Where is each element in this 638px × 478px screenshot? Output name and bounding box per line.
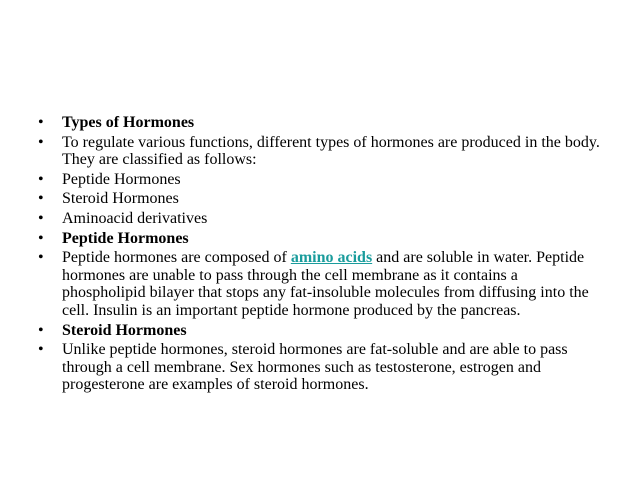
bullet-item-peptide-description <box>38 249 604 319</box>
bullet-item-steroid-description <box>38 341 604 394</box>
steroid-description: Unlike peptide hormones, steroid hormones are fat-soluble and are able to pass through a cell membrane. Sex hormones such as testosterone, estrogen and progesterone are examples of steroid hormones. <box>62 341 568 394</box>
heading-steroid-hormones: Steroid Hormones <box>62 321 187 339</box>
peptide-description <box>62 249 589 319</box>
bullet-item-steroid-heading <box>38 322 604 340</box>
heading-peptide-hormones: Peptide Hormones <box>62 229 189 247</box>
peptide-description-start: Peptide hormones are composed of <box>62 249 291 267</box>
heading-types-of-hormones: Types of Hormones <box>62 114 195 131</box>
bullet-icon: • <box>38 321 44 339</box>
bullet-list <box>38 114 604 396</box>
bullet-icon: • <box>38 114 44 131</box>
bullet-icon: • <box>38 209 44 227</box>
bullet-icon: • <box>38 190 44 208</box>
amino-acids-link[interactable]: amino acids <box>290 249 373 267</box>
type-aminoacid-derivatives: Aminoacid derivatives <box>62 209 208 227</box>
bullet-icon: • <box>38 170 44 188</box>
bullet-icon: • <box>38 249 44 267</box>
intro-text: To regulate various functions, different types of hormones are produced in the body. They are classified as follows: <box>62 133 600 169</box>
bullet-icon: • <box>38 133 44 151</box>
bullet-item-peptide-heading <box>38 230 604 248</box>
peptide-description-rest: and are soluble in water. Peptide hormones are unable to pass through the cell membrane as it contains a phospholipid bilayer that stops any fat-insoluble molecules from diffusing into the cell. Insulin is an important peptide hormone produced by the pancreas. <box>62 249 589 319</box>
bullet-item-types-heading <box>38 114 604 132</box>
bullet-item-peptide <box>38 171 604 189</box>
bullet-icon: • <box>38 229 44 247</box>
bullet-item-steroid <box>38 190 604 208</box>
type-peptide-hormones: Peptide Hormones <box>62 170 181 188</box>
bullet-item-intro <box>38 134 604 169</box>
type-steroid-hormones: Steroid Hormones <box>62 190 179 208</box>
bullet-icon: • <box>38 341 44 359</box>
bullet-item-aminoacid <box>38 210 604 228</box>
